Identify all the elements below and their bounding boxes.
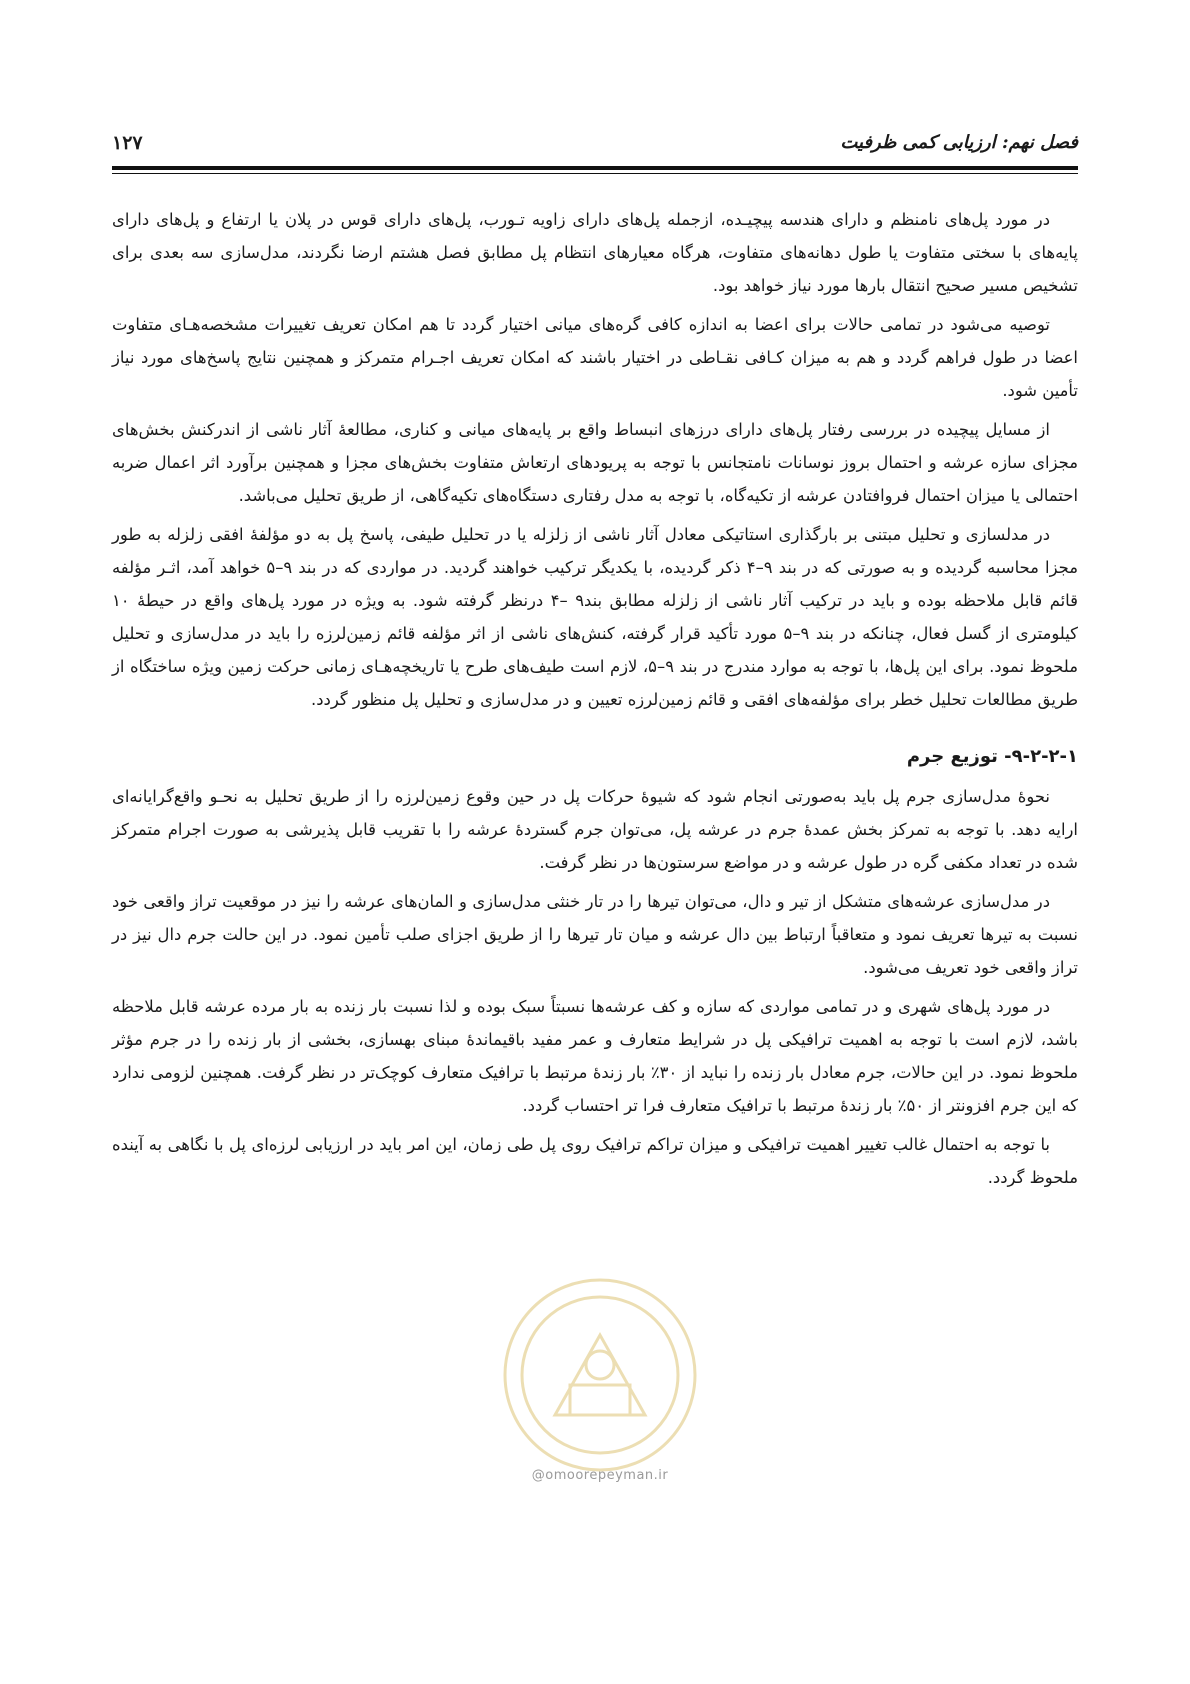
chapter-title: فصل نهم: ارزیابی کمی ظرفیت [840,132,1078,153]
header-rule-thick [112,166,1078,170]
header-rule-thin [112,173,1078,174]
paragraph: نحوهٔ مدل‌سازی جرم پل باید به‌صورتی انجام شود که شیوهٔ حرکات پل در حین وقوع زمین‌لرزه را از طریق تحلیل به نحـو واقع‌گرایانه‌ای ارایه دهد. با توجه به تمرکز بخش عمدهٔ جرم در عرشه پل، می‌توان جرم گستردهٔ عرشه را با تقریب قابل پذیرشی به صورت اجرام متمرکز شده در تعداد مکفی گره در طول عرشه و در مواضع سرستون‌ها در نظر گرفت. [112,787,1078,872]
paragraph: در مدل‌سازی عرشه‌های متشکل از تیر و دال، می‌توان تیرها را در تار خنثی مدل‌سازی و المان‌های عرشه را نیز در موقعیت تراز واقعی خود نسبت به تیرها تعریف نمود و متعاقباً ارتباط بین دال عرشه و میان تار تیرها را از طریق اجزای صلب تأمین نمود. در این حالت جرم دال نیز در تراز واقعی خود تعریف می‌شود. [112,892,1078,977]
watermark-url: @omoorepeyman.ir [531,1468,669,1483]
paragraph: در مورد پل‌های شهری و در تمامی مواردی که سازه و کف عرشه‌ها نسبتاً سبک بوده و لذا نسبت بار زنده به بار مرده عرشه قابل ملاحظه باشد، لازم است با توجه به اهمیت ترافیکی پل در شرایط متعارف و عمر مفید باقیماندهٔ مبنای بهسازی، بخشی از بار زنده را در جرم مؤثر ملحوظ نمود. در این حالات، جرم معادل بار زنده را نباید از ۳۰٪ بار زندهٔ مرتبط با ترافیک متعارف کوچک‌تر در نظر گرفت. همچنین لزومی ندارد که این جرم افزونتر از ۵۰٪ بار زندهٔ مرتبط با ترافیک متعارف فرا تر احتساب گردد. [112,997,1078,1115]
page-number: ۱۲۷ [112,132,143,154]
paragraph: در مورد پل‌های نامنظم و دارای هندسه پیچیـده، ازجمله پل‌های دارای زاویه تـورب، پل‌های دارای قوس در پلان یا ارتفاع و پل‌های دارای پایه‌های با سختی متفاوت یا طول دهانه‌های متفاوت، هرگاه معیارهای انتظام پل مطابق فصل هشتم ارضا نگردند، مدل‌سازی سه بعدی برای تشخیص مسیر صحیح انتقال بارها مورد نیاز خواهد بود. [112,210,1078,295]
paragraph: با توجه به احتمال غالب تغییر اهمیت ترافیکی و میزان تراکم ترافیک روی پل طی زمان، این امر باید در ارزیابی لرزه‌ای پل با نگاهی به آینده ملحوظ گردد. [112,1135,1078,1187]
watermark-logo [460,1265,740,1485]
page-header [112,126,1078,166]
paragraph: در مدلسازی و تحلیل مبتنی بر بارگذاری استاتیکی معادل آثار ناشی از زلزله یا در تحلیل طیفی، پاسخ پل به دو مؤلفهٔ افقی زلزله به طور مجزا محاسبه گردیده و به صورتی که در بند ۹–۴ ذکر گردیده، با یکدیگر ترکیب خواهند گردید. در مواردی که در بند ۹–۵ خواهد آمد، اثـر مؤلفه قائم قابل ملاحظه بوده و باید در ترکیب آثار ناشی از زلزله مطابق بند۹ –۴ درنظر گرفته شود. به ویژه در مورد پل‌های واقع در حیطهٔ ۱۰ کیلومتری از گسل فعال، چنانکه در بند ۹–۵ مورد تأکید قرار گرفته، کنش‌های ناشی از اثر مؤلفه قائم زمین‌لرزه را باید در مدل‌سازی و تحلیل ملحوظ نمود. برای این پل‌ها، با توجه به موارد مندرج در بند ۹–۵، لازم است طیف‌های طرح یا تاریخچه‌هـای زمانی حرکت زمین ویژه ساختگاه از طریق مطالعات تحلیل خطر برای مؤلفه‌های افقی و قائم زمین‌لرزه تعیین و در مدل‌سازی و تحلیل پل منظور گردد. [112,525,1079,709]
paragraph: از مسایل پیچیده در بررسی رفتار پل‌های دارای درزهای انبساط واقع بر پایه‌های میانی و کناری، مطالعهٔ آثار ناشی از اندرکنش بخش‌های مجزای سازه عرشه و احتمال بروز نوسانات نامتجانس با توجه به پریودهای ارتعاش متفاوت بخش‌های مجزا و همچنین برآورد اثر اعمال ضربه احتمالی یا میزان احتمال فروافتادن عرشه از تکیه‌گاه، با توجه به مدل رفتاری دستگاه‌های تکیه‌گاهی، از طریق تحلیل می‌باشد. [112,420,1078,505]
body-content [112,203,1078,1200]
section-heading: ۹-۲-۲-۱- توزیع جرم [906,746,1078,767]
paragraph: توصیه می‌شود در تمامی حالات برای اعضا به اندازه کافی گره‌های میانی اختیار گردد تا هم امکان تعریف تغییرات مشخصه‌هـای متفاوت اعضا در طول فراهم گردد و هم به میزان کـافی نقـاطی در اختیار باشند که امکان تعریف اجـرام متمرکز و همچنین نتایج پاسخ‌های مورد نیاز تأمین شود. [112,315,1078,400]
